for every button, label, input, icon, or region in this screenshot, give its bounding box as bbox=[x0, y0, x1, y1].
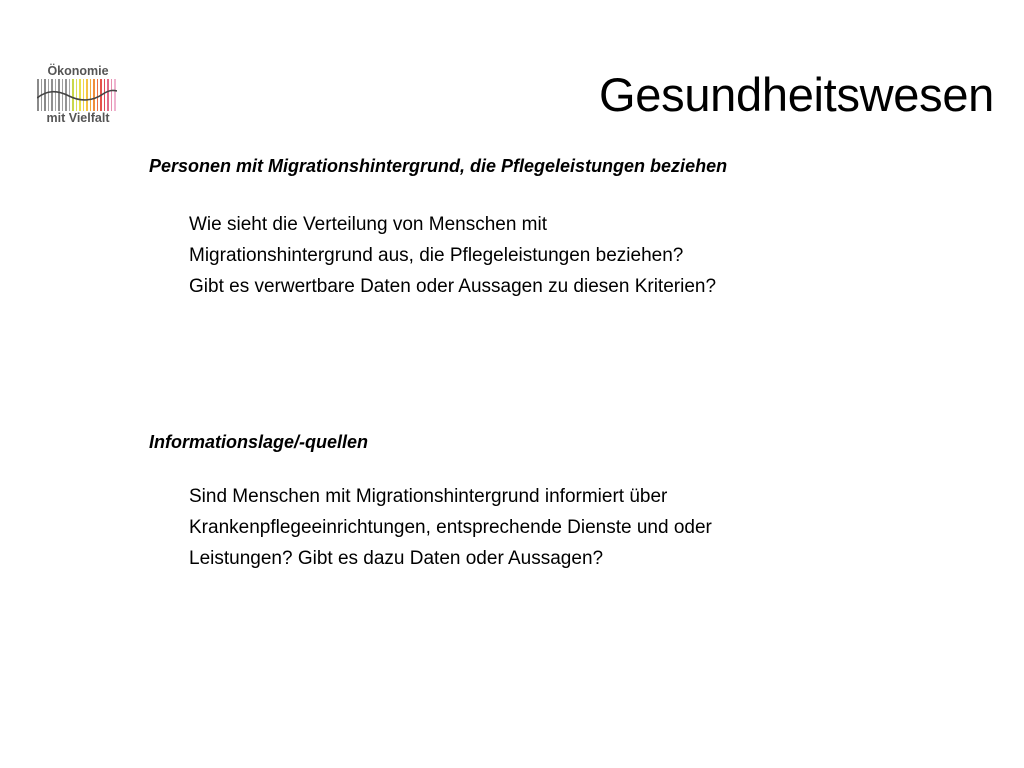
logo-text-bottom: mit Vielfalt bbox=[46, 111, 110, 125]
body-line: Migrationshintergrund aus, die Pflegeleistungen beziehen? bbox=[189, 245, 684, 266]
section-body-pflegeleistungen bbox=[189, 209, 716, 302]
body-line: Gibt es verwertbare Daten oder Aussagen zu diesen Kriterien? bbox=[189, 276, 717, 297]
logo-text-top: Ökonomie bbox=[47, 64, 109, 78]
section-heading-informationslage: Informationslage/-quellen bbox=[149, 432, 369, 452]
body-line: Leistungen? Gibt es dazu Daten oder Aussagen? bbox=[189, 548, 604, 569]
body-line: Krankenpflegeeinrichtungen, entsprechende Dienste und oder bbox=[189, 517, 712, 538]
barcode-logo-icon bbox=[37, 79, 117, 111]
logo bbox=[36, 64, 120, 128]
body-line: Wie sieht die Verteilung von Menschen mit bbox=[189, 214, 548, 235]
section-body-informationslage bbox=[189, 481, 712, 574]
section-heading-pflegeleistungen: Personen mit Migrationshintergrund, die Pflegeleistungen beziehen bbox=[149, 156, 728, 176]
body-line: Sind Menschen mit Migrationshintergrund informiert über bbox=[189, 486, 668, 507]
slide-title: Gesundheitswesen bbox=[599, 68, 994, 121]
